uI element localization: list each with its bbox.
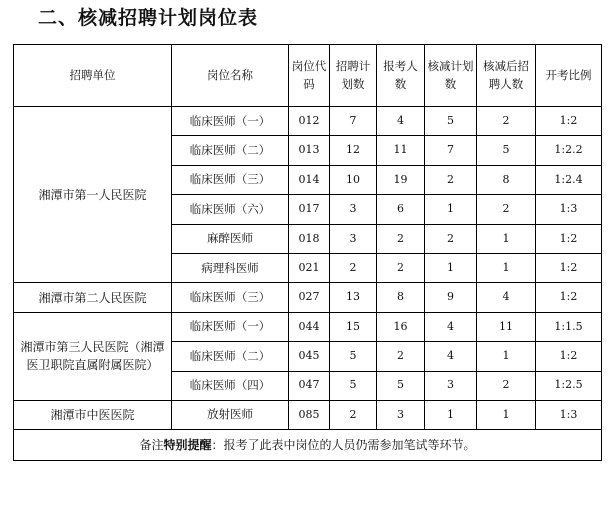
- after-cell: 2: [477, 195, 536, 224]
- table-row: [14, 283, 602, 312]
- post-cell: 临床医师（三）: [172, 283, 289, 312]
- reduce-cell: 5: [425, 107, 477, 136]
- plan-cell: 7: [330, 107, 377, 136]
- code-cell: 018: [289, 224, 330, 253]
- code-cell: 013: [289, 136, 330, 165]
- code-cell: 014: [289, 165, 330, 194]
- header-applicants: 报考人数: [377, 45, 425, 107]
- unit-cell: 湘潭市第三人民医院（湘潭医卫职院直属附属医院）: [14, 312, 172, 400]
- reduce-cell: 1: [425, 253, 477, 282]
- post-cell: 临床医师（二）: [172, 342, 289, 371]
- plan-cell: 2: [330, 400, 377, 429]
- header-ratio: 开考比例: [536, 45, 602, 107]
- applicants-cell: 11: [377, 136, 425, 165]
- note-cell: [14, 430, 602, 461]
- applicants-cell: 19: [377, 165, 425, 194]
- after-cell: 4: [477, 283, 536, 312]
- applicants-cell: 2: [377, 224, 425, 253]
- post-cell: 临床医师（三）: [172, 165, 289, 194]
- code-cell: 044: [289, 312, 330, 341]
- plan-cell: 12: [330, 136, 377, 165]
- note-prefix: 备注: [139, 438, 164, 453]
- after-cell: 1: [477, 342, 536, 371]
- note-text: ：报考了此表中岗位的人员仍需参加笔试等环节。: [211, 438, 476, 453]
- plan-cell: 5: [330, 342, 377, 371]
- post-cell: 病理科医师: [172, 253, 289, 282]
- plan-cell: 13: [330, 283, 377, 312]
- post-cell: 临床医师（一）: [172, 107, 289, 136]
- header-reduce: 核减计划数: [425, 45, 477, 107]
- after-cell: 1: [477, 400, 536, 429]
- ratio-cell: 1:2: [536, 224, 602, 253]
- code-cell: 027: [289, 283, 330, 312]
- ratio-cell: 1:2: [536, 283, 602, 312]
- after-cell: 2: [477, 371, 536, 400]
- post-cell: 临床医师（一）: [172, 312, 289, 341]
- applicants-cell: 2: [377, 253, 425, 282]
- recruitment-plan-table: [13, 44, 602, 461]
- code-cell: 012: [289, 107, 330, 136]
- note-row: [14, 430, 602, 461]
- reduce-cell: 7: [425, 136, 477, 165]
- unit-cell: 湘潭市第一人民医院: [14, 107, 172, 283]
- ratio-cell: 1:2.5: [536, 371, 602, 400]
- code-cell: 045: [289, 342, 330, 371]
- plan-cell: 10: [330, 165, 377, 194]
- ratio-cell: 1:2: [536, 342, 602, 371]
- reduce-cell: 4: [425, 342, 477, 371]
- reduce-cell: 9: [425, 283, 477, 312]
- header-unit: 招聘单位: [14, 45, 172, 107]
- header-post: 岗位名称: [172, 45, 289, 107]
- ratio-cell: 1:2.2: [536, 136, 602, 165]
- code-cell: 021: [289, 253, 330, 282]
- header-plan: 招聘计划数: [330, 45, 377, 107]
- applicants-cell: 8: [377, 283, 425, 312]
- table-row: [14, 400, 602, 429]
- applicants-cell: 2: [377, 342, 425, 371]
- reduce-cell: 1: [425, 400, 477, 429]
- ratio-cell: 1:1.5: [536, 312, 602, 341]
- header-code: 岗位代码: [289, 45, 330, 107]
- ratio-cell: 1:2: [536, 253, 602, 282]
- post-cell: 放射医师: [172, 400, 289, 429]
- applicants-cell: 4: [377, 107, 425, 136]
- code-cell: 085: [289, 400, 330, 429]
- applicants-cell: 5: [377, 371, 425, 400]
- table-row: [14, 107, 602, 136]
- plan-cell: 2: [330, 253, 377, 282]
- after-cell: 1: [477, 253, 536, 282]
- ratio-cell: 1:2: [536, 107, 602, 136]
- unit-cell: 湘潭市中医医院: [14, 400, 172, 429]
- reduce-cell: 2: [425, 165, 477, 194]
- after-cell: 8: [477, 165, 536, 194]
- after-cell: 2: [477, 107, 536, 136]
- applicants-cell: 6: [377, 195, 425, 224]
- ratio-cell: 1:2.4: [536, 165, 602, 194]
- ratio-cell: 1:3: [536, 400, 602, 429]
- note-bold: 特别提醒: [163, 438, 212, 453]
- after-cell: 11: [477, 312, 536, 341]
- post-cell: 临床医师（四）: [172, 371, 289, 400]
- after-cell: 5: [477, 136, 536, 165]
- code-cell: 047: [289, 371, 330, 400]
- post-cell: 麻醉医师: [172, 224, 289, 253]
- ratio-cell: 1:3: [536, 195, 602, 224]
- page-title: 二、核减招聘计划岗位表: [38, 7, 259, 29]
- plan-cell: 3: [330, 224, 377, 253]
- reduce-cell: 3: [425, 371, 477, 400]
- post-cell: 临床医师（六）: [172, 195, 289, 224]
- code-cell: 017: [289, 195, 330, 224]
- applicants-cell: 3: [377, 400, 425, 429]
- plan-cell: 5: [330, 371, 377, 400]
- table-row: [14, 312, 602, 341]
- after-cell: 1: [477, 224, 536, 253]
- header-after: 核减后招聘人数: [477, 45, 536, 107]
- post-cell: 临床医师（二）: [172, 136, 289, 165]
- applicants-cell: 16: [377, 312, 425, 341]
- reduce-cell: 2: [425, 224, 477, 253]
- unit-cell: 湘潭市第二人民医院: [14, 283, 172, 312]
- table-header-row: [14, 45, 602, 107]
- plan-cell: 3: [330, 195, 377, 224]
- plan-cell: 15: [330, 312, 377, 341]
- reduce-cell: 4: [425, 312, 477, 341]
- reduce-cell: 1: [425, 195, 477, 224]
